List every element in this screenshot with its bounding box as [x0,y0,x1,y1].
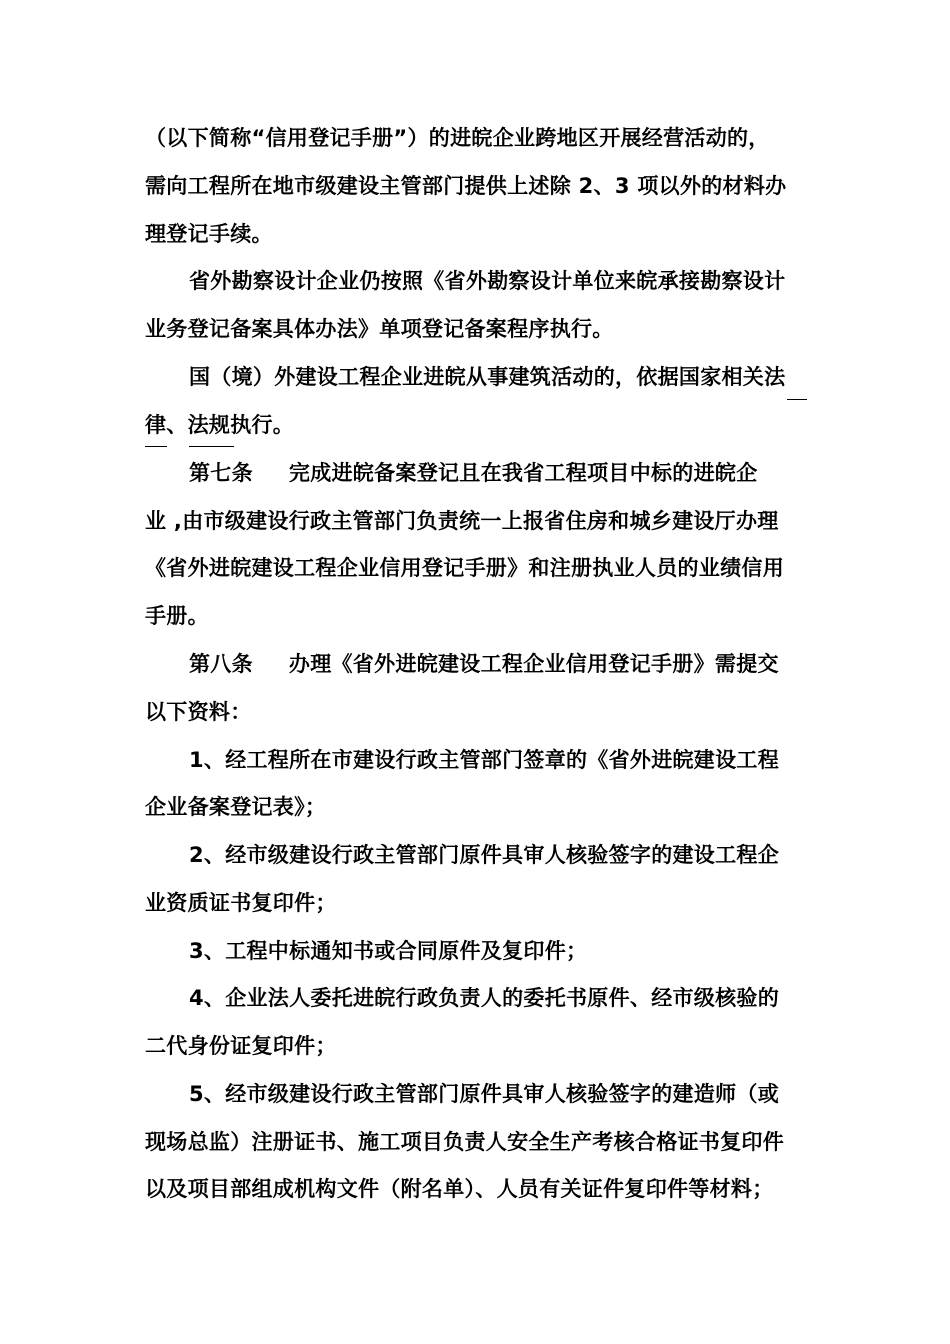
paragraph-line: 现场总监）注册证书、施工项目负责人安全生产考核合格证书复印件 [145,1130,784,1154]
paragraph-line: 企业备案登记表》； [145,795,327,819]
paragraph-line: 需向工程所在地市级建设主管部门提供上述除 2、3 项以外的材料办 [145,174,787,198]
underline-mark [189,446,234,447]
article-7-first-line [189,459,758,487]
paragraph-line: 手册。 [145,604,209,628]
paragraph-line: 理登记手续。 [145,222,273,246]
underline-mark [145,446,167,447]
paragraph-line: （以下简称“信用登记手册”）的进皖企业跨地区开展经营活动的， [145,126,770,150]
paragraph-line: 二代身份证复印件； [145,1034,337,1058]
list-item-4: 4、企业法人委托进皖行政负责人的委托书原件、经市级核验的 [189,986,780,1010]
paragraph-line: 以下资料： [145,700,252,724]
list-item-2: 2、经市级建设行政主管部门原件具审人核验签字的建设工程企 [189,843,780,867]
list-item-5: 5、经市级建设行政主管部门原件具审人核验签字的建造师（或 [189,1082,780,1106]
paragraph-line: 省外勘察设计企业仍按照《省外勘察设计单位来皖承接勘察设计 [189,269,786,293]
paragraph-line: 业务登记备案具体办法》单项登记备案程序执行。 [145,317,614,341]
article-8-label: 第八条 [189,652,253,676]
underline-mark [787,399,807,400]
article-7-label: 第七条 [189,461,253,485]
paragraph-line: 以及项目部组成机构文件（附名单）、人员有关证件复印件等材料； [145,1177,774,1201]
paragraph-line: 业资质证书复印件； [145,891,337,915]
paragraph-text: 完成进皖备案登记且在我省工程项目中标的进皖企 [288,461,758,485]
paragraph-line: 业 ,由市级建设行政主管部门负责统一上报省住房和城乡建设厅办理 [145,509,779,533]
list-item-3: 3、工程中标通知书或合同原件及复印件； [189,939,588,963]
paragraph-line: 律、法规执行。 [145,413,295,437]
article-8-first-line [189,650,779,678]
paragraph-line: 国（境）外建设工程企业进皖从事建筑活动的，依据国家相关法 [189,365,786,389]
paragraph-text: 办理《省外进皖建设工程企业信用登记手册》需提交 [288,652,779,676]
list-item-1: 1、经工程所在市建设行政主管部门签章的《省外进皖建设工程 [189,748,780,772]
paragraph-line: 《省外进皖建设工程企业信用登记手册》和注册执业人员的业绩信用 [145,556,784,580]
